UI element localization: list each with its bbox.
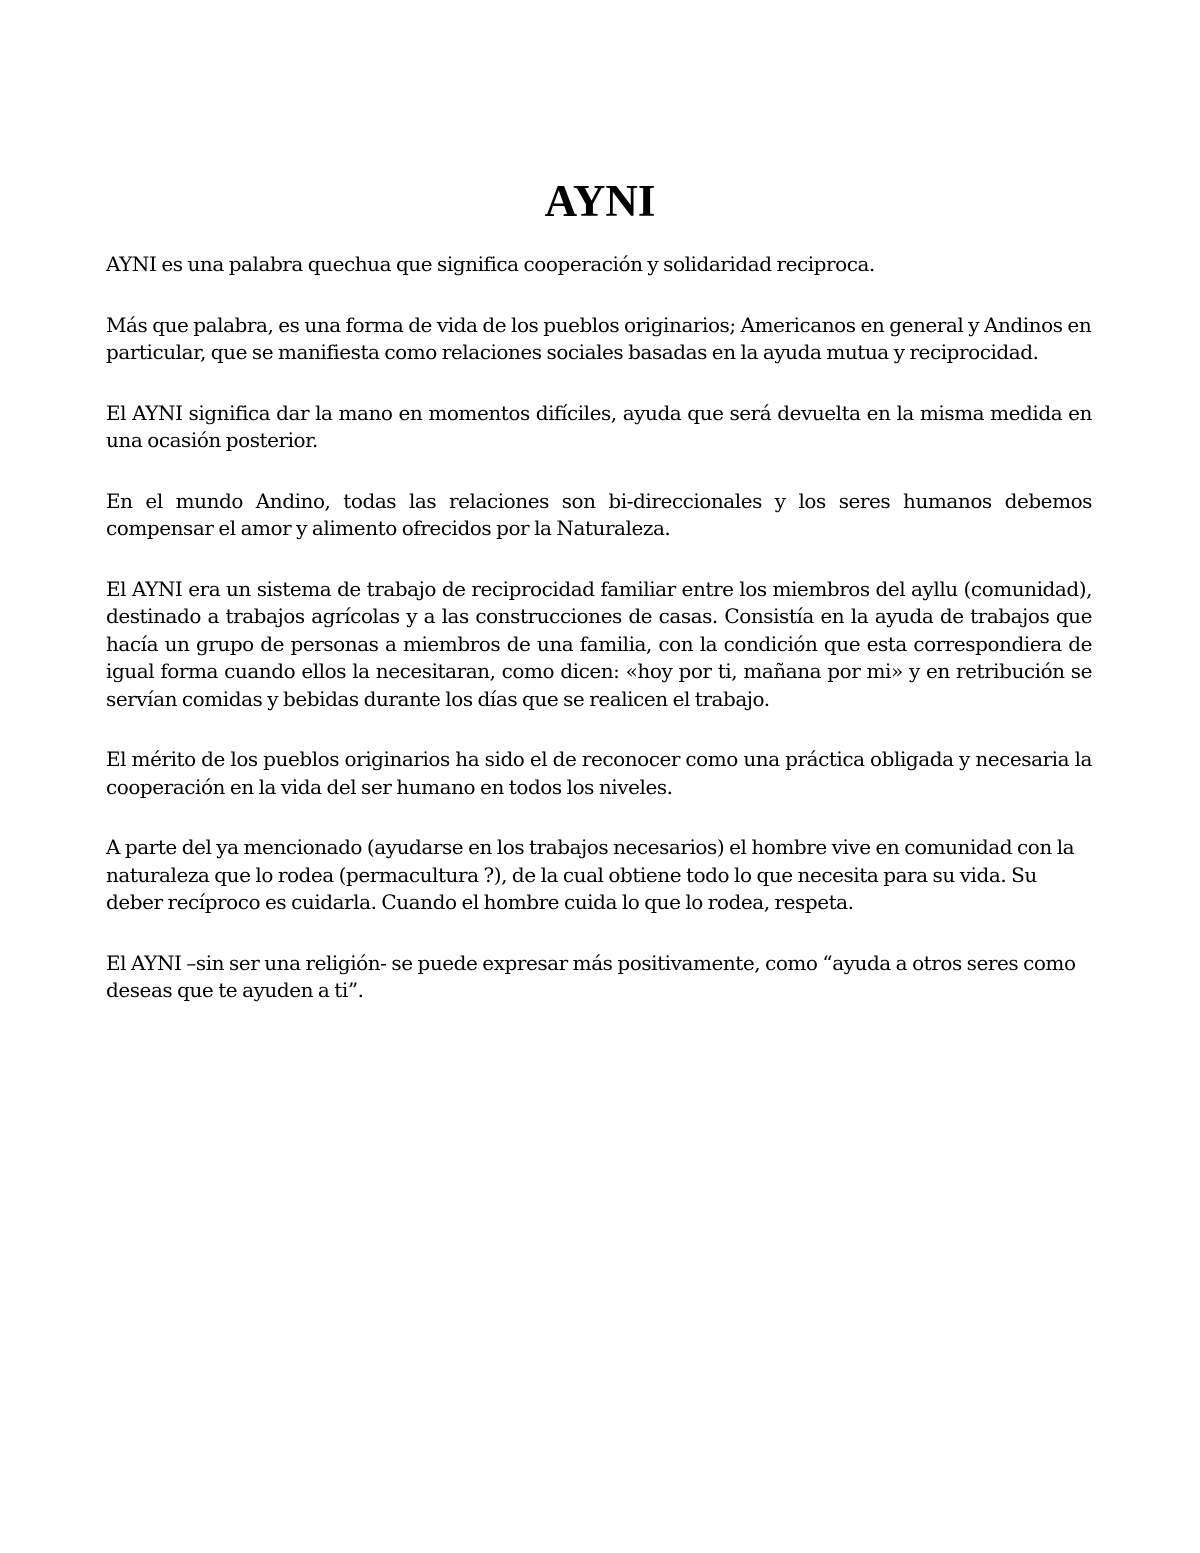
paragraph-definition: AYNI es una palabra quechua que significa cooperación y solidaridad reciproca. [106, 252, 875, 276]
paragraph-work-system: El AYNI era un sistema de trabajo de reciprocidad familiar entre los miembros del ayllu (comunidad), destinado a trabajos agrícolas y a las construcciones de casas. Consistía en la ayuda de trabajos que hacía un grupo de personas a miembros de una familia, con la condición que esta correspondiera de igual forma cuando ellos la necesitaran, como dicen: «hoy por ti, mañana por mi» y en retribución se servían comidas y bebidas durante los días que se realicen el trabajo. [106, 576, 1092, 711]
paragraph-andean-world: En el mundo Andino, todas las relaciones son bi-direccionales y los seres humanos debemos compensar el amor y alimento ofrecidos por la Naturaleza. [106, 488, 1092, 540]
paragraph-community-nature: A parte del ya mencionado (ayudarse en los trabajos necesarios) el hombre vive en comunidad con la naturaleza que lo rodea (permacultura ?), de la cual obtiene todo lo que necesita para su vida. Su deber recíproco es cuidarla. Cuando el hombre cuida lo que lo rodea, respeta. [106, 835, 1075, 914]
paragraph-merit: El mérito de los pueblos originarios ha sido el de reconocer como una práctica obligada y necesaria la cooperación en la vida del ser humano en todos los niveles. [106, 747, 1092, 799]
paragraph-way-of-life: Más que palabra, es una forma de vida de los pueblos originarios; Americanos en general y Andinos en particular, que se manifiesta como relaciones sociales basadas en la ayuda mutua y reciprocidad. [106, 312, 1092, 364]
document-body [106, 251, 1092, 1038]
paragraph-expression: El AYNI –sin ser una religión- se puede expresar más positivamente, como “ayuda a otros seres como deseas que te ayuden a ti”. [106, 950, 1076, 1002]
document-title: AYNI [544, 176, 656, 226]
paragraph-helping-hand: El AYNI significa dar la mano en momentos difíciles, ayuda que será devuelta en la misma medida en una ocasión posterior. [106, 400, 1092, 452]
